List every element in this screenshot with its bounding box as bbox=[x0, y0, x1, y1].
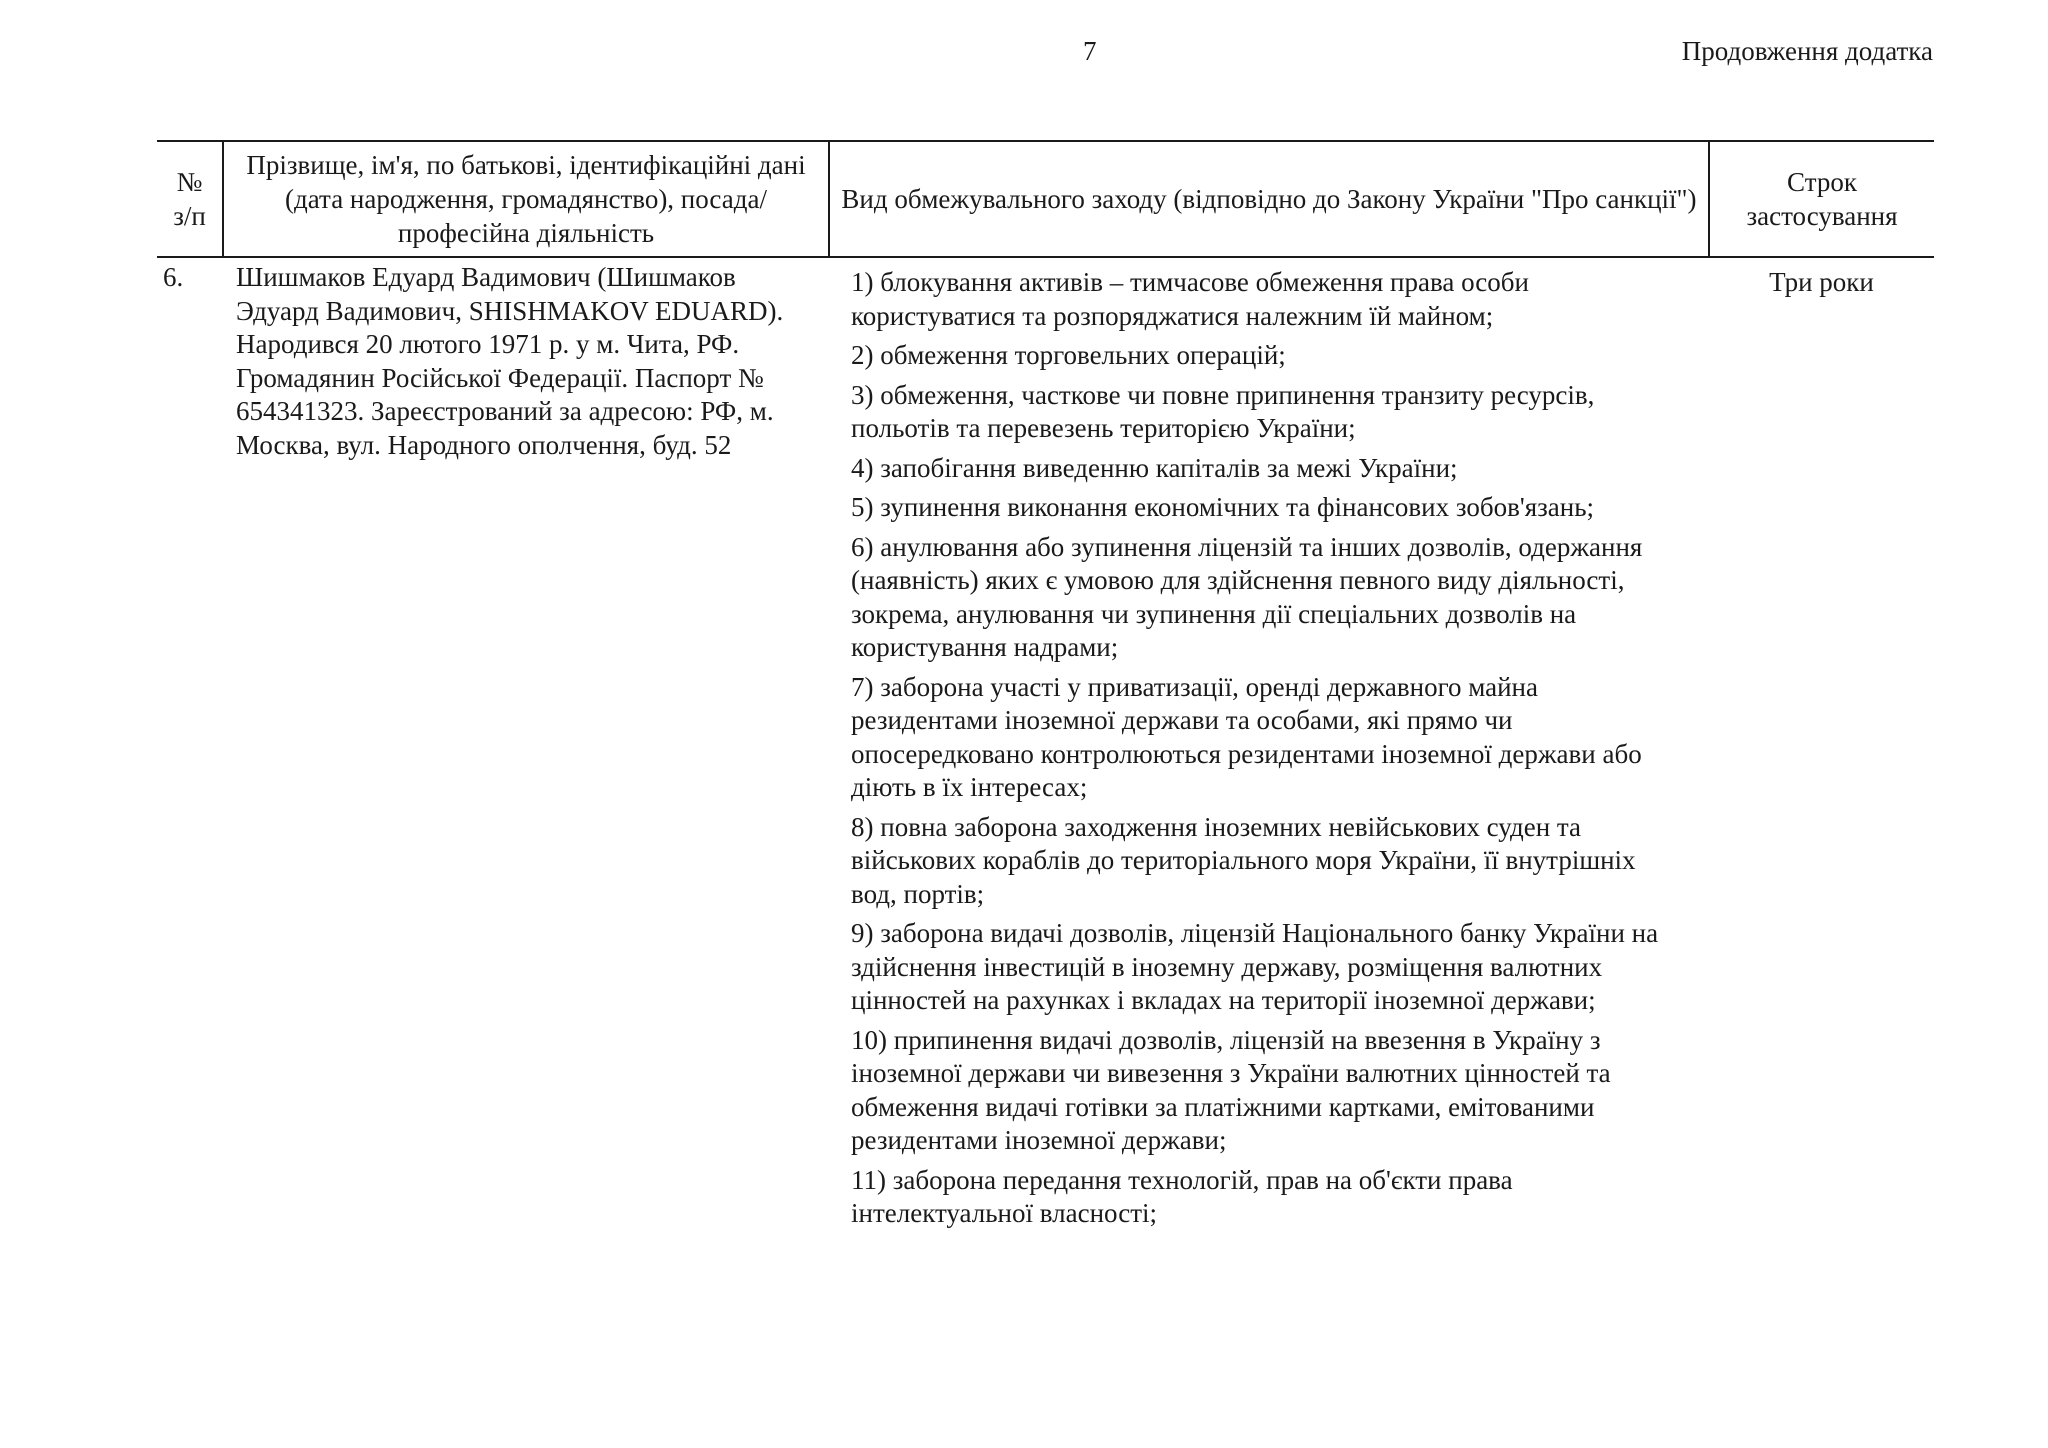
measure-item: 3) обмеження, часткове чи повне припинення транзиту ресурсів, польотів та перевезень територією України; bbox=[851, 379, 1595, 443]
measure-item: 4) запобігання виведенню капіталів за межі України; bbox=[851, 452, 1458, 483]
measure-item: 5) зупинення виконання економічних та фінансових зобов'язань; bbox=[851, 492, 1595, 522]
page-number: 7 bbox=[1083, 36, 1097, 66]
column-header-term: Строк застосування bbox=[1709, 141, 1934, 257]
measures-list bbox=[851, 266, 1685, 1231]
table-header-row bbox=[157, 141, 1934, 257]
column-header-number: № з/п bbox=[157, 141, 223, 257]
column-header-person: Прізвище, ім'я, по батькові, ідентифікаційні дані (дата народження, громадянство), посада/професійна діяльність bbox=[223, 141, 829, 257]
table-row bbox=[157, 257, 1934, 1237]
measure-item: 1) блокування активів – тимчасове обмеження права особи користуватися та розпоряджатися належним їй майном; bbox=[851, 267, 1529, 331]
measure-item: 11) заборона передання технологій, прав на об'єкти права інтелектуальної власності; bbox=[851, 1164, 1513, 1228]
measure-item: 7) заборона участі у приватизації, оренді державного майна резидентами іноземної держави та особами, які прямо чи опосередковано контролюються резидентами іноземної держави або діють в їх інтересах; bbox=[851, 671, 1642, 802]
measure-item: 9) заборона видачі дозволів, ліцензій Національного банку України на здійснення інвестицій в іноземну державу, розміщення валютних цінностей на рахунках і вкладах на території іноземної держави; bbox=[851, 918, 1659, 1015]
row-number: 6. bbox=[163, 262, 184, 292]
measures-cell bbox=[829, 257, 1709, 1237]
continuation-note: Продовження додатка bbox=[1681, 36, 1933, 66]
measure-item: 6) анулювання або зупинення ліцензій та інших дозволів, одержання (наявність) яких є умовою для здійснення певного виду діяльності, зокрема, анулювання чи зупинення дії спеціальних дозволів на користування надрами; bbox=[851, 531, 1643, 662]
term-value: Три роки bbox=[1769, 267, 1874, 297]
column-header-measure: Вид обмежувального заходу (відповідно до Закону України "Про санкції") bbox=[829, 141, 1709, 257]
sanctions-table bbox=[157, 140, 1934, 1237]
measure-item: 8) повна заборона заходження іноземних невійськових суден та військових кораблів до територіального моря України, її внутрішніх вод, портів; bbox=[851, 811, 1636, 909]
person-details: Шишмаков Едуард Вадимович (Шишмаков Эдуард Вадимович, SHISHMAKOV EDUARD). Народився 20 лютого 1971 р. у м. Чита, РФ. Громадянин Російської Федерації. Паспорт № 654341323. Зареєстрований за адресою: РФ, м. Москва, вул. Народного ополчення, буд. 52 bbox=[236, 262, 784, 460]
measure-item: 10) припинення видачі дозволів, ліцензій на ввезення в Україну з іноземної держави чи вивезення з України валютних цінностей та обмеження видачі готівки за платіжними картками, емітованими резидентами іноземної держави; bbox=[851, 1024, 1611, 1155]
measure-item: 2) обмеження торговельних операцій; bbox=[851, 340, 1286, 370]
